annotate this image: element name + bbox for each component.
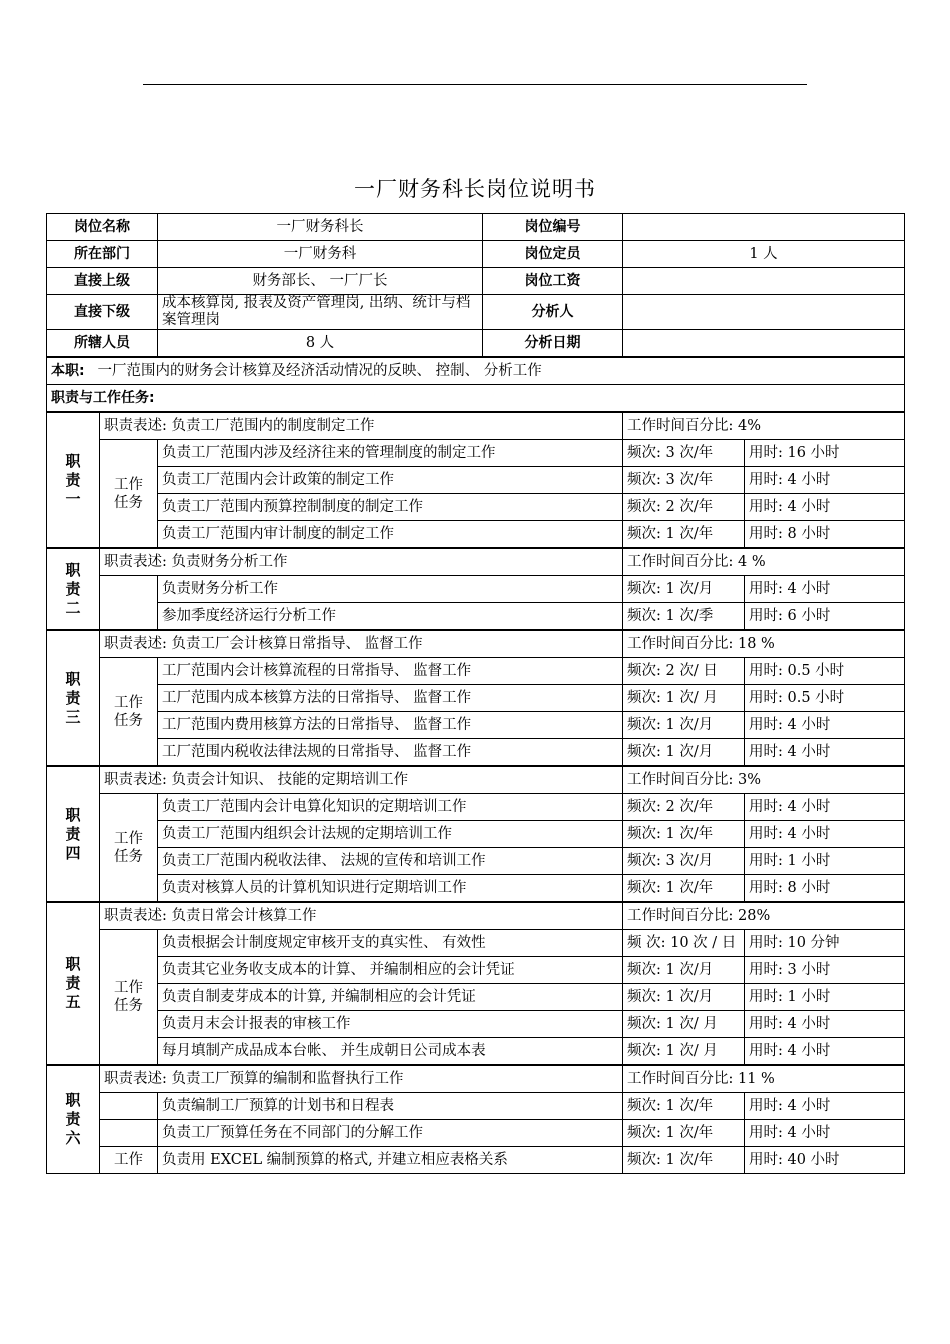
task-duration: 用时: 4 小时 [745,794,905,821]
task-duration: 用时: 4 小时 [745,494,905,521]
post-no-value [623,214,905,241]
responsibility-statement: 职责表述: 负责日常会计核算工作 [100,902,623,930]
task-frequency: 频次: 3 次/年 [623,467,745,494]
task-row [47,440,905,467]
task-frequency: 频次: 1 次/月 [623,984,745,1011]
task-row [47,494,905,521]
task-row [47,984,905,1011]
task-frequency: 频次: 1 次/年 [623,521,745,549]
task-row [47,1038,905,1066]
task-duration: 用时: 1 小时 [745,848,905,875]
task-description: 工厂范围内成本核算方法的日常指导、 监督工作 [158,685,623,712]
responsibility-statement-row [47,902,905,930]
task-label-text: 工作任务 [113,980,143,1014]
task-row [47,957,905,984]
task-description: 负责自制麦芽成本的计算, 并编制相应的会计凭证 [158,984,623,1011]
responsibility-name [47,630,100,766]
task-frequency: 频次: 1 次/年 [623,821,745,848]
task-frequency: 频次: 1 次/ 月 [623,1038,745,1066]
responsibility-statement: 职责表述: 负责财务分析工作 [100,548,623,576]
task-row [47,576,905,603]
responsibility-statement-row [47,766,905,794]
time-percent: 工作时间百分比: 4% [623,412,905,440]
time-percent: 工作时间百分比: 18 % [623,630,905,658]
responsibility-name-text: 职责五 [65,955,81,1011]
task-frequency: 频次: 1 次/月 [623,712,745,739]
task-description: 负责编制工厂预算的计划书和日程表 [158,1093,623,1120]
row-dept [47,241,905,268]
subordinate-value: 成本核算岗, 报表及资产管理岗, 出纳、统计与档案管理岗 [158,295,483,330]
task-label [100,576,158,631]
task-row [47,1147,905,1174]
time-percent: 工作时间百分比: 3% [623,766,905,794]
header-rule [143,84,807,85]
task-description: 负责工厂范围内组织会计法规的定期培训工作 [158,821,623,848]
task-row [47,685,905,712]
task-duration: 用时: 40 小时 [745,1147,905,1174]
task-row [47,1011,905,1038]
task-label-text: 工作任务 [113,694,143,729]
task-frequency: 频次: 1 次/月 [623,739,745,767]
duty-label: 本职: [51,362,85,379]
responsibility-name [47,766,100,902]
task-row [47,467,905,494]
task-label: 工作 [100,1147,158,1174]
job-description-table [46,213,905,1174]
task-description: 工厂范围内会计核算流程的日常指导、 监督工作 [158,658,623,685]
responsibility-statement: 职责表述: 负责会计知识、 技能的定期培训工作 [100,766,623,794]
subordinate-label: 直接下级 [47,295,158,330]
quota-label: 岗位定员 [483,241,623,268]
task-duration: 用时: 8 小时 [745,875,905,903]
task-duration: 用时: 0.5 小时 [745,658,905,685]
responsibility-statement: 职责表述: 负责工厂范围内的制度制定工作 [100,412,623,440]
task-frequency: 频次: 1 次/年 [623,1093,745,1120]
task-description: 负责其它业务收支成本的计算、 并编制相应的会计凭证 [158,957,623,984]
task-description: 负责工厂范围内审计制度的制定工作 [158,521,623,549]
staff-label: 所辖人员 [47,330,158,358]
task-frequency: 频次: 2 次/年 [623,494,745,521]
task-duration: 用时: 4 小时 [745,1038,905,1066]
task-label-text: 工作任务 [113,476,143,511]
row-section [47,385,905,413]
responsibility-statement-row [47,548,905,576]
quota-value: 1 人 [623,241,905,268]
task-frequency: 频次: 1 次/年 [623,875,745,903]
task-label [100,658,158,767]
row-subordinate [47,295,905,330]
responsibility-name [47,548,100,630]
task-description: 负责工厂范围内会计政策的制定工作 [158,467,623,494]
dept-value: 一厂财务科 [158,241,483,268]
responsibility-name-text: 职责一 [65,451,81,508]
task-description: 工厂范围内费用核算方法的日常指导、 监督工作 [158,712,623,739]
task-duration: 用时: 4 小时 [745,739,905,767]
duty-band [47,357,905,385]
task-row [47,739,905,767]
row-staff [47,330,905,358]
task-frequency: 频次: 1 次/季 [623,603,745,631]
task-description: 负责工厂范围内涉及经济往来的管理制度的制定工作 [158,440,623,467]
date-label: 分析日期 [483,330,623,358]
time-percent: 工作时间百分比: 11 % [623,1065,905,1093]
task-frequency: 频次: 1 次/年 [623,1120,745,1147]
responsibility-name [47,1065,100,1174]
task-row [47,1093,905,1120]
responsibility-name-text: 职责四 [65,805,81,862]
task-frequency: 频次: 1 次/月 [623,576,745,603]
task-duration: 用时: 6 小时 [745,603,905,631]
task-row [47,821,905,848]
task-frequency: 频次: 2 次/ 日 [623,658,745,685]
task-label [100,1120,158,1147]
row-superior [47,268,905,295]
task-frequency: 频次: 1 次/ 月 [623,1011,745,1038]
task-duration: 用时: 1 小时 [745,984,905,1011]
task-row [47,1120,905,1147]
task-frequency: 频次: 3 次/月 [623,848,745,875]
responsibility-name [47,902,100,1065]
task-description: 负责工厂范围内税收法律、 法规的宣传和培训工作 [158,848,623,875]
task-row [47,658,905,685]
responsibility-name [47,412,100,548]
task-label [100,930,158,1066]
row-duty [47,357,905,385]
responsibility-statement: 职责表述: 负责工厂预算的编制和监督执行工作 [100,1065,623,1093]
salary-value [623,268,905,295]
task-duration: 用时: 16 小时 [745,440,905,467]
date-value [623,330,905,358]
post-name-label: 岗位名称 [47,214,158,241]
duty-text: 一厂范围内的财务会计核算及经济活动情况的反映、 控制、 分析工作 [97,362,542,379]
task-label [100,1093,158,1120]
task-row [47,521,905,549]
page-title: 一厂财务科长岗位说明书 [354,177,596,201]
task-description: 负责工厂范围内预算控制制度的制定工作 [158,494,623,521]
salary-label: 岗位工资 [483,268,623,295]
task-label [100,440,158,549]
task-label [100,794,158,903]
superior-value: 财务部长、 一厂厂长 [158,268,483,295]
task-description: 负责财务分析工作 [158,576,623,603]
section-label: 职责与工作任务: [47,385,905,413]
responsibility-statement-row [47,1065,905,1093]
task-description: 负责工厂预算任务在不同部门的分解工作 [158,1120,623,1147]
time-percent: 工作时间百分比: 4 % [623,548,905,576]
task-duration: 用时: 0.5 小时 [745,685,905,712]
task-frequency: 频 次: 10 次 / 日 [623,930,745,957]
row-post-name [47,214,905,241]
task-frequency: 频次: 3 次/年 [623,440,745,467]
task-duration: 用时: 4 小时 [745,576,905,603]
responsibility-name-text: 职责二 [65,560,81,617]
task-row [47,603,905,631]
task-description: 负责对核算人员的计算机知识进行定期培训工作 [158,875,623,903]
task-frequency: 频次: 1 次/年 [623,1147,745,1174]
task-row [47,875,905,903]
staff-value: 8 人 [158,330,483,358]
task-description: 负责根据会计制度规定审核开支的真实性、 有效性 [158,930,623,957]
task-frequency: 频次: 2 次/年 [623,794,745,821]
task-frequency: 频次: 1 次/月 [623,957,745,984]
task-row [47,848,905,875]
time-percent: 工作时间百分比: 28% [623,902,905,930]
post-name-value: 一厂财务科长 [158,214,483,241]
superior-label: 直接上级 [47,268,158,295]
task-duration: 用时: 4 小时 [745,467,905,494]
task-description: 参加季度经济运行分析工作 [158,603,623,631]
responsibility-statement-row [47,412,905,440]
task-duration: 用时: 8 小时 [745,521,905,549]
responsibility-name-text: 职责六 [65,1091,81,1147]
task-duration: 用时: 4 小时 [745,1120,905,1147]
task-frequency: 频次: 1 次/ 月 [623,685,745,712]
dept-label: 所在部门 [47,241,158,268]
task-description: 负责工厂范围内会计电算化知识的定期培训工作 [158,794,623,821]
task-duration: 用时: 4 小时 [745,821,905,848]
task-duration: 用时: 10 分钟 [745,930,905,957]
task-duration: 用时: 4 小时 [745,1011,905,1038]
task-description: 负责月末会计报表的审核工作 [158,1011,623,1038]
task-description: 工厂范围内税收法律法规的日常指导、 监督工作 [158,739,623,767]
task-description: 每月填制产成品成本台帐、 并生成朝日公司成本表 [158,1038,623,1066]
responsibility-statement: 职责表述: 负责工厂会计核算日常指导、 监督工作 [100,630,623,658]
analyst-label: 分析人 [483,295,623,330]
task-label-text: 工作任务 [113,830,143,865]
task-duration: 用时: 4 小时 [745,712,905,739]
task-duration: 用时: 4 小时 [745,1093,905,1120]
task-row [47,930,905,957]
task-description: 负责用 EXCEL 编制预算的格式, 并建立相应表格关系 [158,1147,623,1174]
task-row [47,794,905,821]
task-duration: 用时: 3 小时 [745,957,905,984]
task-row [47,712,905,739]
responsibility-statement-row [47,630,905,658]
post-no-label: 岗位编号 [483,214,623,241]
responsibility-name-text: 职责三 [65,669,81,726]
analyst-value [623,295,905,330]
